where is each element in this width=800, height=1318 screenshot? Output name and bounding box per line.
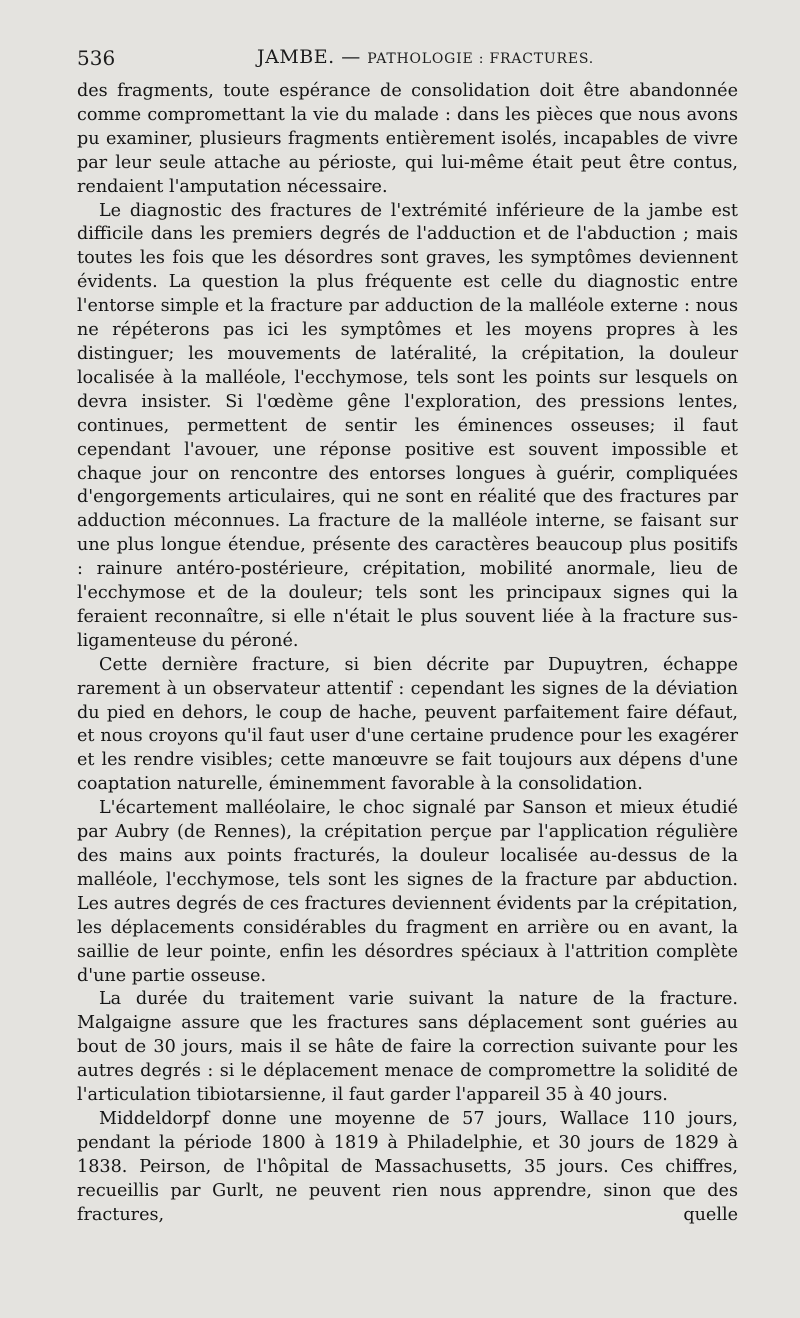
- running-head-title: JAMBE.: [257, 46, 335, 68]
- running-head: [257, 46, 594, 68]
- paragraph-abduction-signs: L'écartement malléolaire, le choc signalé par Sanson et mieux étudié par Aubry (de Rennes), la crépitation perçue par l'application régulière des mains aux points fracturés, la douleur localisée au-dessus de la malléole, l'ecchymose, tels sont les signes de la fracture par abduction. Les autres degrés de ces fractures deviennent évidents par la crépitation, les déplacements considérables du fragment en arrière ou en avant, la saillie de leur pointe, enfin les désordres spéciaux à l'attrition complète d'une partie osseuse.: [77, 798, 738, 986]
- paragraph-diagnostic: Le diagnostic des fractures de l'extrémité inférieure de la jambe est difficile dans les premiers degrés de l'adduction et de l'abduction ; mais toutes les fois que les désordres sont graves, les symptômes deviennent évidents. La question la plus fréquente est celle du diagnostic entre l'entorse simple et la fracture par adduction de la malléole externe : nous ne répéterons pas ici les symptômes et les moyens propres à les distinguer; les mouvements de latéralité, la crépitation, la douleur localisée à la malléole, l'ecchymose, tels sont les points sur lesquels on devra insister. Si l'œdème gêne l'exploration, des pressions lentes, continues, permettent de sentir les éminences osseuses; il faut cependant l'avouer, une réponse positive est souvent impossible et chaque jour on rencontre des entorses longues à guérir, compliquées d'engorgements articulaires, qui ne sont en réalité que des fractures par adduction méconnues. La fracture de la malléole interne, se faisant sur une plus longue étendue, présente des caractères beaucoup plus positifs : rainure antéro-postérieure, crépitation, mobilité anormale, lieu de l'ecchymose et de la douleur; tels sont les principaux signes qui la feraient reconnaître, si elle n'était le plus souvent liée à la fracture sus-ligamenteuse du péroné.: [77, 200, 738, 651]
- page-header: [77, 42, 737, 72]
- paragraph-dupuytren: Cette dernière fracture, si bien décrite par Dupuytren, échappe rarement à un observateur attentif : cependant les signes de la déviation du pied en dehors, le coup de hache, peuvent parfaitement faire défaut, et nous croyons qu'il faut user d'une certaine prudence pour les exagérer et les rendre visibles; cette manœuvre se fait toujours aux dépens d'une coaptation naturelle, éminemment favorable à la consolidation.: [77, 654, 738, 795]
- body-text: [77, 80, 738, 1228]
- paragraph-statistics: Middeldorpf donne une moyenne de 57 jours, Wallace 110 jours, pendant la période 1800 à 1819 à Philadelphie, et 30 jours de 1829 à 1838. Peirson, de l'hôpital de Massachusetts, 35 jours. Ces chiffres, recueillis par Gurlt, ne peuvent rien nous apprendre, sinon que des fractures, quelle: [77, 1108, 738, 1225]
- page-number: 536: [77, 46, 116, 70]
- paragraph-continuation: des fragments, toute espérance de consolidation doit être abandonnée comme compromettant la vie du malade : dans les pièces que nous avons pu examiner, plusieurs fragments entièrement isolés, incapables de vivre par leur seule attache au périoste, qui lui-même était peut être contus, rendaient l'amputation nécessaire.: [77, 81, 738, 197]
- paragraph-treatment-duration: La durée du traitement varie suivant la nature de la fracture. Malgaigne assure que les fractures sans déplacement sont guéries au bout de 30 jours, mais il se hâte de faire la correction suivante pour les autres degrés : si le déplacement menace de compromettre la solidité de l'articulation tibiotarsienne, il faut garder l'appareil 35 à 40 jours.: [77, 989, 738, 1106]
- running-head-separator: —: [341, 46, 361, 68]
- running-head-subtitle: PATHOLOGIE : FRACTURES.: [367, 51, 595, 67]
